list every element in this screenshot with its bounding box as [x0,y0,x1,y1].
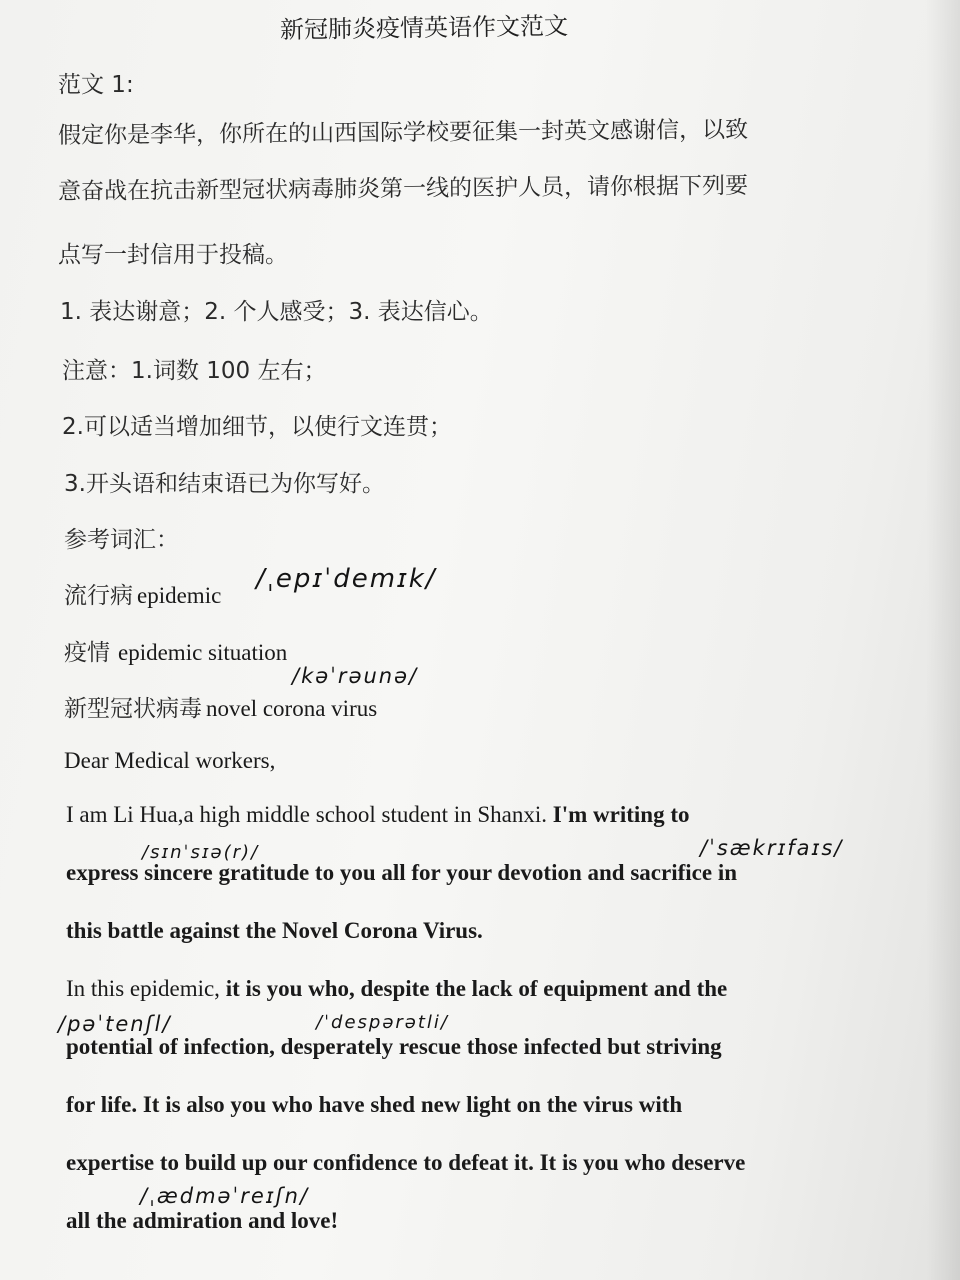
handwritten-phonetic: /sɪnˈsɪə(r)/ [142,842,260,863]
vocab-cn: 流行病 [64,583,133,609]
page-shadow [926,0,960,1280]
letter-greeting: Dear Medical workers, [64,748,276,773]
prompt-points: 1. 表达谢意；2. 个人感受；3. 表达信心。 [60,299,493,325]
letter-line: this battle against the Novel Corona Virus. [66,918,483,943]
vocab-item [64,690,377,723]
letter-line: potential of infection, desperately rescue those infected but striving [66,1034,722,1059]
handwritten-phonetic: /ˌepɪˈdemɪk/ [256,564,437,594]
note-1: 注意：1.词数 100 左右； [62,358,327,384]
letter-line: express sincere gratitude to you all for your devotion and sacrifice in [66,860,738,885]
vocab-cn: 新型冠状病毒 [64,696,202,722]
note-3: 3.开头语和结束语已为你写好。 [64,471,385,497]
prompt-line-1: 假定你是李华，你所在的山西国际学校要征集一封英文感谢信，以致 [57,116,749,150]
vocab-heading: 参考词汇： [64,527,179,553]
example-heading: 范文 1: [58,72,134,98]
letter-text: I am Li Hua,a high middle school student in Shanxi. [66,802,548,827]
vocab-item [64,577,221,610]
letter-line [66,802,689,828]
handwritten-phonetic: /kəˈrəunə/ [292,664,419,688]
prompt-line-3: 点写一封信用于投稿。 [58,242,288,268]
handwritten-phonetic: /ˌædməˈreɪʃn/ [140,1184,310,1208]
vocab-en: epidemic situation [118,640,288,665]
document-title: 新冠肺炎疫情英语作文范文 [279,11,569,45]
letter-line: expertise to build up our confidence to defeat it. It is you who deserve [66,1150,746,1175]
vocab-item [64,634,287,667]
letter-line [66,976,727,1002]
letter-text-bold: it is you who, despite the lack of equipment and the [225,976,728,1001]
letter-line: all the admiration and love! [66,1208,339,1233]
prompt-line-2: 意奋战在抗击新型冠状病毒肺炎第一线的医护人员，请你根据下列要 [57,172,749,206]
vocab-cn: 疫情 [64,640,110,666]
letter-text: In this epidemic, [66,976,220,1001]
vocab-en: novel corona virus [206,696,378,721]
letter-text-bold: I'm writing to [552,802,690,827]
handwritten-phonetic: /ˈsækrɪfaɪs/ [700,836,844,860]
note-2: 2.可以适当增加细节，以使行文连贯； [62,414,452,440]
handwritten-phonetic: /ˈdespərətli/ [316,1012,449,1033]
handwritten-phonetic: /pəˈtenʃl/ [58,1012,172,1036]
letter-line: for life. It is also you who have shed new light on the virus with [66,1092,683,1117]
vocab-en: epidemic [137,583,222,608]
